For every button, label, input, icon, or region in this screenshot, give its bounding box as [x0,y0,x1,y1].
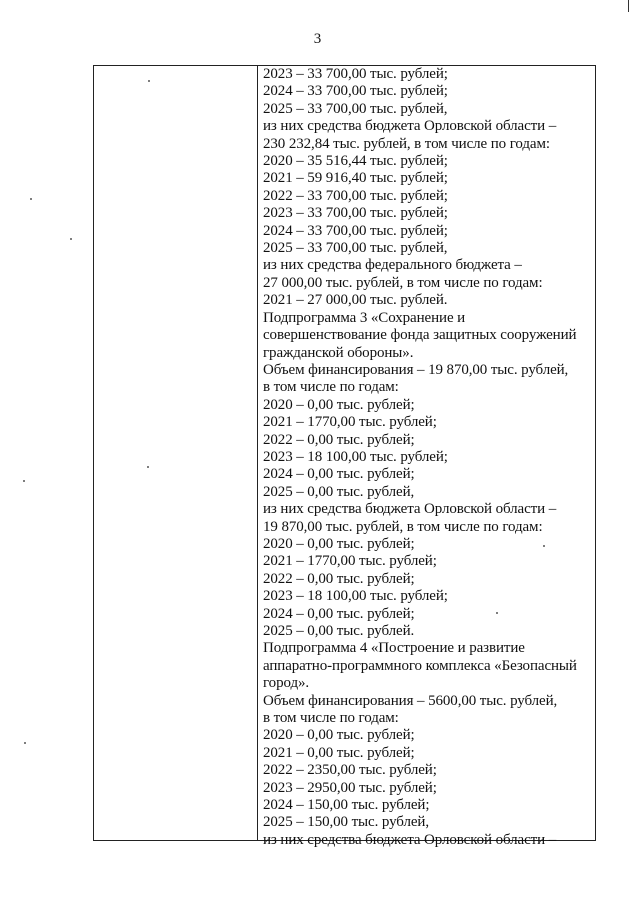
text-line: Подпрограмма 3 «Сохранение и [263,309,466,326]
text-line: из них средства бюджета Орловской области – [263,831,557,848]
scan-speck [148,80,150,82]
text-line: 2024 – 150,00 тыс. рублей; [263,797,430,814]
text-line: 2025 – 150,00 тыс. рублей, [263,814,429,831]
text-line: 2022 – 0,00 тыс. рублей; [263,570,415,587]
text-line: 2025 – 33 700,00 тыс. рублей, [263,240,448,257]
text-line: из них средства бюджета Орловской области – [263,501,557,518]
document-table [93,65,596,848]
text-line: 2021 – 1770,00 тыс. рублей; [263,414,437,431]
text-line: совершенствование фонда защитных сооружений [263,327,577,344]
text-line: гражданской обороны». [263,344,414,361]
text-line: Подпрограмма 4 «Построение и развитие [263,640,525,657]
scan-speck [70,238,72,240]
scan-speck [30,198,32,200]
scan-edge-mark [628,0,629,12]
text-line: 2020 – 35 516,44 тыс. рублей; [263,153,448,170]
text-line: 2023 – 33 700,00 тыс. рублей; [263,66,448,82]
scan-speck [147,466,149,468]
page-number: 3 [313,31,322,47]
text-line: в том числе по годам: [263,379,399,396]
table-right-cell [258,66,596,848]
text-line: 2024 – 0,00 тыс. рублей; [263,466,415,483]
text-line: 19 870,00 тыс. рублей, в том числе по годам: [263,518,543,535]
text-line: 2025 – 33 700,00 тыс. рублей, [263,100,448,117]
text-line: из них средства федерального бюджета – [263,257,522,274]
text-line: город». [263,675,310,692]
text-line: 2022 – 33 700,00 тыс. рублей; [263,187,448,204]
text-line: 27 000,00 тыс. рублей, в том числе по годам: [263,274,543,291]
text-line: 2023 – 18 100,00 тыс. рублей; [263,588,448,605]
text-line: 2022 – 2350,00 тыс. рублей; [263,762,437,779]
scan-speck [543,545,545,547]
financing-text-lines [263,66,596,849]
text-line: 2023 – 2950,00 тыс. рублей; [263,779,437,796]
text-line: 230 232,84 тыс. рублей, в том числе по годам: [263,135,550,152]
text-line: 2020 – 0,00 тыс. рублей; [263,396,415,413]
scan-speck [496,612,498,614]
text-line: 2020 – 0,00 тыс. рублей; [263,535,415,552]
text-line: 2023 – 18 100,00 тыс. рублей; [263,448,448,465]
text-line: 2024 – 0,00 тыс. рублей; [263,605,415,622]
text-line: 2024 – 33 700,00 тыс. рублей; [263,222,448,239]
text-line: в том числе по годам: [263,710,399,727]
text-line: 2024 – 33 700,00 тыс. рублей; [263,83,448,100]
table-left-cell [94,66,258,840]
text-line: 2025 – 0,00 тыс. рублей, [263,483,415,500]
text-line: 2025 – 0,00 тыс. рублей. [263,623,415,639]
scan-speck [24,742,26,744]
text-line: 2020 – 0,00 тыс. рублей; [263,727,415,744]
text-line: 2022 – 0,00 тыс. рублей; [263,431,415,448]
text-line: 2023 – 33 700,00 тыс. рублей; [263,205,448,222]
text-line: 2021 – 0,00 тыс. рублей; [263,744,415,761]
scan-speck [23,480,25,482]
text-line: 2021 – 59 916,40 тыс. рублей; [263,170,448,187]
text-line: 2021 – 1770,00 тыс. рублей; [263,553,437,570]
text-line: Объем финансирования – 19 870,00 тыс. рублей, [263,361,569,378]
text-line: из них средства бюджета Орловской области – [263,118,557,135]
text-line: Объем финансирования – 5600,00 тыс. рублей, [263,692,558,709]
text-line: аппаратно-программного комплекса «Безопасный [263,657,577,674]
text-line: 2021 – 27 000,00 тыс. рублей. [263,292,448,309]
